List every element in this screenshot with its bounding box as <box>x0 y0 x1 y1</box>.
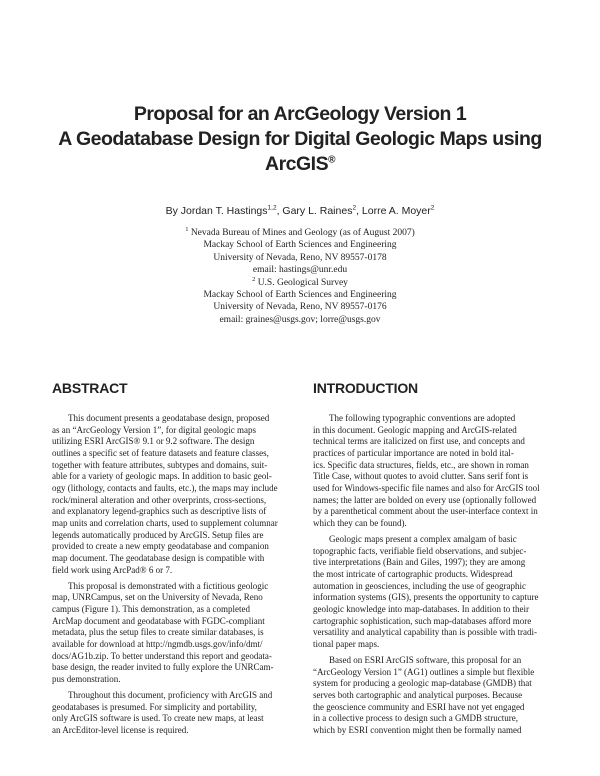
introduction-text-line: which they can be found). <box>313 517 407 528</box>
abstract-paragraph <box>52 690 290 737</box>
abstract-text-line: ArcMap document and geodatabase with FGDC-compliant <box>52 615 265 626</box>
introduction-text-line: used for Windows-specific file names and also for ArcGIS tool <box>313 482 540 493</box>
abstract-text-line: docs/AG1b.zip. To better understand this report and geodata- <box>52 650 272 661</box>
author-3: , Lorre A. Moyer <box>356 205 431 217</box>
introduction-paragraph <box>313 534 551 651</box>
title-line-1: Proposal for an ArcGeology Version 1 <box>133 103 467 125</box>
affiliation-line <box>100 227 500 239</box>
affiliation-text: Nevada Bureau of Mines and Geology (as of August 2007) <box>190 228 415 238</box>
affiliation-email: email: graines@usgs.gov; lorre@usgs.gov <box>219 314 381 325</box>
introduction-text-line: The following typographic conventions are adopted <box>329 413 516 423</box>
abstract-text-line: able for a variety of geologic maps. In addition to basic geol- <box>52 471 272 482</box>
introduction-text-line: versatility and analytical capability than is possible with tradi- <box>313 627 537 638</box>
abstract-text-line: ogy (lithology, contacts and faults, etc.), the maps may include <box>52 482 278 493</box>
introduction-paragraph <box>313 413 551 530</box>
abstract-text-line: metadata, plus the setup files to create similar databases, is <box>52 627 264 638</box>
abstract-text-line: Throughout this document, proficiency with ArcGIS and <box>68 690 273 701</box>
introduction-text-line: practices of particular importance are noted in bold ital- <box>313 447 514 458</box>
abstract-text-line: field work using ArcPad® 6 or 7. <box>52 564 173 575</box>
author-2: , Gary L. Raines <box>276 205 353 217</box>
introduction-text-line: in this document. Geologic mapping and ArcGIS-related <box>313 424 517 435</box>
affiliation-sup: 2 <box>252 275 256 283</box>
title-line-3 <box>40 152 560 177</box>
affiliation-line <box>100 289 500 301</box>
abstract-text-line: map units and correlation charts, used to supplement columnar <box>52 517 278 528</box>
introduction-text-line: tional paper maps. <box>313 638 380 649</box>
introduction-text-line: automation in geosciences, including the use of geographic <box>313 580 526 591</box>
affiliation-text: Mackay School of Earth Sciences and Engineering <box>203 290 397 301</box>
introduction-text-line: Geologic maps present a complex amalgam of basic <box>329 534 517 545</box>
abstract-text-line: map document. The geodatabase design is compatible with <box>52 552 265 563</box>
affiliation-text: University of Nevada, Reno, NV 89557-0176 <box>213 302 387 313</box>
abstract-text-line: campus (Figure 1). This demonstration, as a completed <box>52 604 251 614</box>
affiliation-text: University of Nevada, Reno, NV 89557-0178 <box>213 252 387 263</box>
introduction-text-line: ics. Specific data structures, fields, etc., are shown in roman <box>313 459 529 470</box>
introduction-text-line: “ArcGeology Version 1” (AG1) outlines a simple but flexible <box>313 666 535 677</box>
introduction-text-line: cartographic sophistication, such map-databases afford more <box>313 615 532 626</box>
abstract-text-line: map, UNRCampus, set on the University of Nevada, Reno <box>52 592 263 603</box>
introduction-text-line: the geoscience community and ESRI have not yet engaged <box>313 701 525 712</box>
introduction-text-line: topographic facts, verifiable field observations, and subjec- <box>313 545 527 556</box>
affiliation-text: U.S. Geological Survey <box>257 277 348 288</box>
introduction-paragraph <box>313 655 551 737</box>
introduction-text-line: system for producing a geologic map-database (GMDB) that <box>313 678 532 689</box>
introduction-text-line: technical terms are italicized on first use, and concepts and <box>313 436 525 447</box>
paper-title <box>40 102 560 177</box>
title-line-3-text: ArcGIS <box>265 153 329 175</box>
introduction-text-line: tive interpretations (Bain and Giles, 1997); they are among <box>313 557 526 568</box>
affiliation-line <box>100 277 500 289</box>
abstract-paragraph <box>52 413 290 576</box>
introduction-column <box>313 380 551 737</box>
abstract-text-line: legends automatically produced by ArcGIS. Setup files are <box>52 529 264 540</box>
author-1-sup: 1,2 <box>267 204 277 212</box>
abstract-body <box>52 413 290 737</box>
affiliation-line <box>100 239 500 251</box>
affiliation-line <box>100 301 500 313</box>
affiliation-line <box>100 252 500 264</box>
registered-mark: ® <box>328 154 335 166</box>
abstract-text-line: pus demonstration. <box>52 673 121 684</box>
abstract-text-line: rock/mineral alteration and other overprints, cross-sections, <box>52 494 267 505</box>
abstract-text-line: only ArcGIS software is used. To create new maps, at least <box>52 713 264 724</box>
introduction-text-line: in a collective process to design such a GMDB structure, <box>313 713 518 724</box>
abstract-text-line: an ArcEditor-level license is required. <box>52 725 189 736</box>
introduction-text-line: which by ESRI convention might then be formally named <box>313 725 522 736</box>
abstract-text-line: and explanatory legend-graphics such as descriptive lists of <box>52 506 267 517</box>
abstract-heading: ABSTRACT <box>52 380 128 396</box>
introduction-text-line: serves both cartographic and analytical purposes. Because <box>313 690 523 701</box>
introduction-text-line: Based on ESRI ArcGIS software, this proposal for an <box>329 655 522 666</box>
affiliations <box>100 227 500 326</box>
author-3-sup: 2 <box>430 204 435 212</box>
author-2-sup: 2 <box>352 204 357 212</box>
affiliation-line <box>100 314 500 326</box>
introduction-text-line: Title Case, without quotes to avoid clutter. Sans serif font is <box>313 471 529 482</box>
abstract-text-line: together with feature attributes, subtypes and domains, suit- <box>52 459 268 470</box>
author-line <box>40 205 560 217</box>
affiliation-email: email: hastings@unr.edu <box>252 265 348 276</box>
introduction-text-line: the most intricate of cartographic products. Widespread <box>313 569 513 580</box>
affiliation-sup: 1 <box>185 225 189 233</box>
affiliation-line <box>100 264 500 276</box>
abstract-text-line: outlines a specific set of feature datasets and feature classes, <box>52 447 269 458</box>
introduction-text-line: names; the latter are bolded on every use (optionally followed <box>313 494 537 505</box>
abstract-paragraph <box>52 581 290 686</box>
abstract-column <box>52 380 290 737</box>
introduction-text-line: geologic knowledge into map-databases. In addition to their <box>313 604 529 614</box>
affiliation-text: Mackay School of Earth Sciences and Engineering <box>203 240 397 251</box>
author-1: By Jordan T. Hastings <box>165 205 268 217</box>
abstract-text-line: This document presents a geodatabase design, proposed <box>68 413 270 423</box>
abstract-text-line: utilizing ESRI ArcGIS® 9.1 or 9.2 software. The design <box>52 436 255 447</box>
abstract-text-line: This proposal is demonstrated with a fictitious geologic <box>68 580 269 591</box>
introduction-heading: INTRODUCTION <box>313 380 418 396</box>
introduction-text-line: information systems (GIS), presents the opportunity to capture <box>313 592 539 603</box>
abstract-text-line: geodatabases is presumed. For simplicity and portability, <box>52 701 257 712</box>
abstract-text-line: available for download at http://ngmdb.usgs.gov/info/dmt/ <box>52 638 263 649</box>
introduction-body <box>313 413 551 737</box>
abstract-text-line: as an “ArcGeology Version 1”, for digital geologic maps <box>52 424 257 435</box>
abstract-text-line: base design, the reader invited to fully explore the UNRCam- <box>52 662 274 673</box>
introduction-text-line: by a parenthetical comment about the user-interface context in <box>313 506 538 517</box>
abstract-text-line: provided to create a new empty geodatabase and companion <box>52 541 269 552</box>
title-line-2: A Geodatabase Design for Digital Geologic Maps using <box>58 128 542 150</box>
